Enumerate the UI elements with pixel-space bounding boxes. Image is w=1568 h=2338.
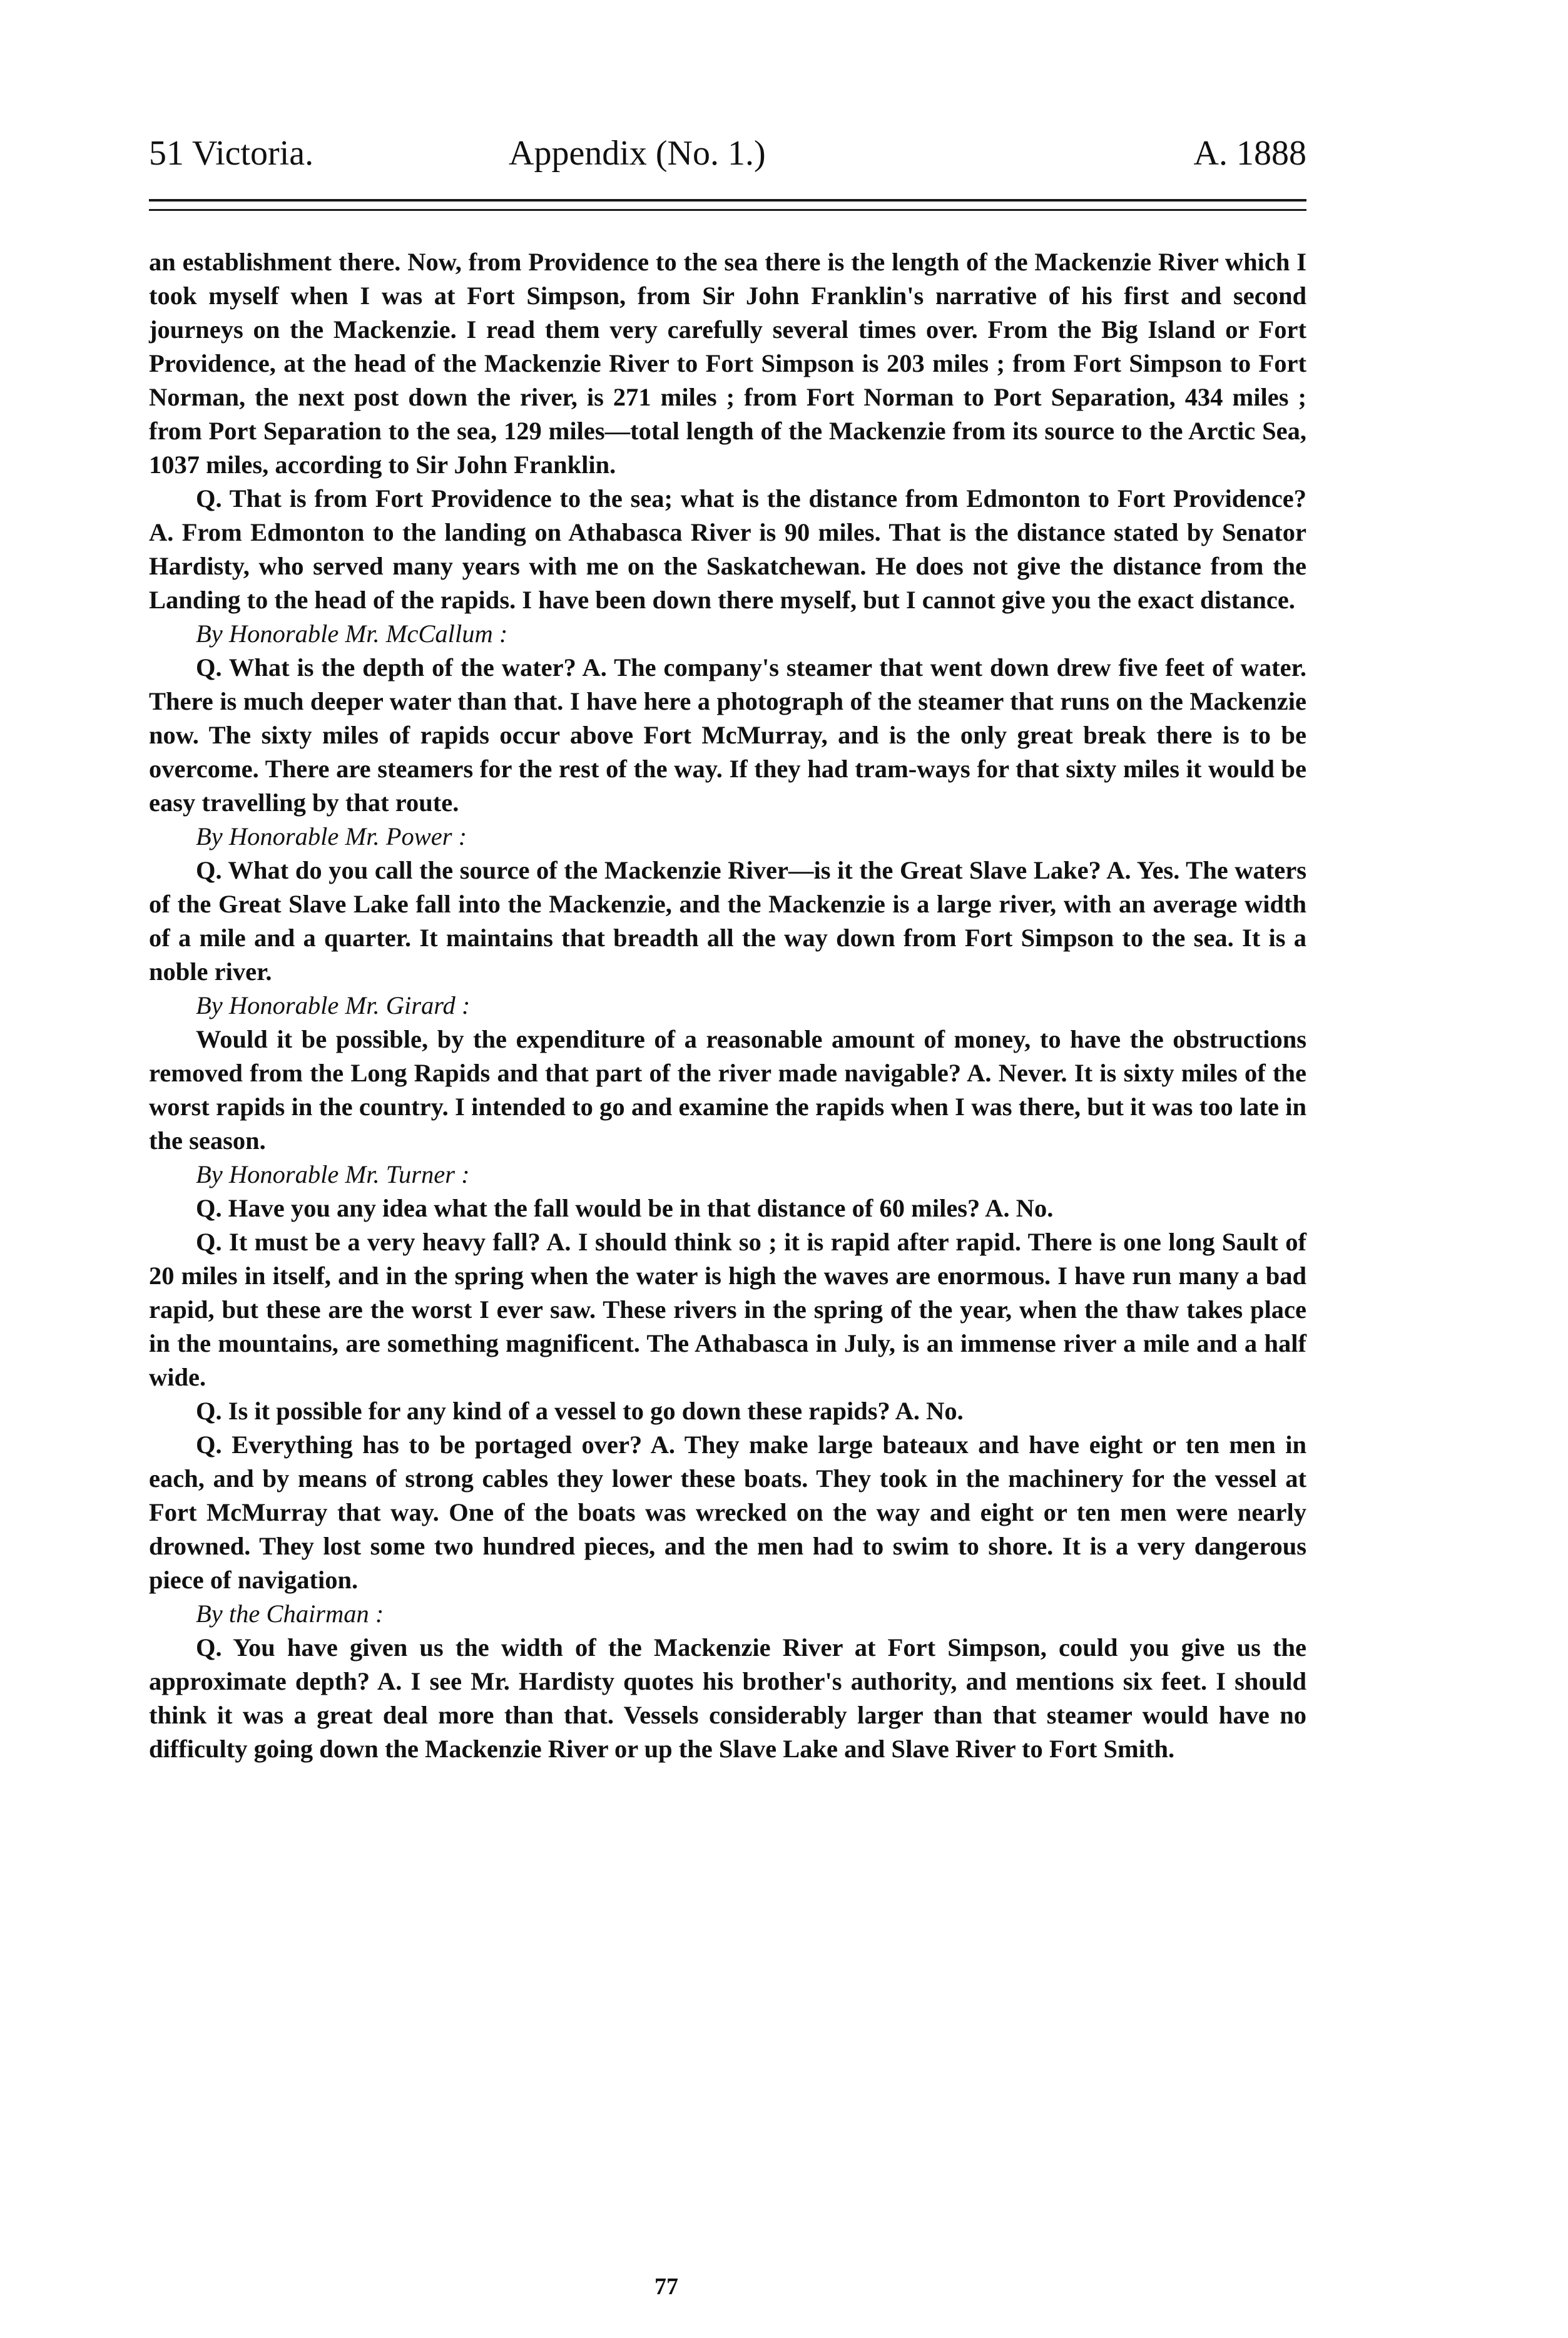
section-heading: By Honorable Mr. Turner : (196, 1160, 470, 1188)
section-heading: By Honorable Mr. Girard : (196, 991, 471, 1019)
header-rule-thick (149, 199, 1306, 202)
header-appendix: Appendix (No. 1.) (509, 134, 766, 173)
paragraph: Q. What do you call the source of the Mackenzie River—is it the Great Slave Lake? A. Yes. The waters of the Great Slave Lake fall into the Mackenzie, and the Mackenzie is a large river, with an average width of a mile and a quarter. It maintains that breadth all the way down from Fort Simpson to the sea. It is a noble river. (149, 856, 1306, 986)
paragraph: Q. What is the depth of the water? A. The company's steamer that went down drew five feet of water. There is much deeper water than that. I have here a photograph of the steamer that runs on the Mackenzie now. The sixty miles of rapids occur above Fort McMurray, and is the only great break there is to be overcome. There are steamers for the rest of the way. If they had tram-ways for that sixty miles it would be easy travelling by that route. (149, 653, 1306, 817)
body-text (149, 245, 1306, 1766)
paragraph: Would it be possible, by the expenditure of a reasonable amount of money, to have the obstructions removed from the Long Rapids and that part of the river made navigable? A. Never. It is sixty miles of the worst rapids in the country. I intended to go and examine the rapids when I was there, but it was too late in the season. (149, 1025, 1306, 1155)
paragraph: Q. It must be a very heavy fall? A. I should think so ; it is rapid after rapid. There is one long Sault of 20 miles in itself, and in the spring when the water is high the waves are enormous. I have run many a bad rapid, but these are the worst I ever saw. These rivers in the spring of the year, when the thaw takes place in the mountains, are something magnificent. The Athabasca in July, is an immense river a mile and a half wide. (149, 1228, 1306, 1391)
paragraph: Q. Have you any idea what the fall would be in that distance of 60 miles? A. No. (196, 1194, 1054, 1222)
section-heading: By Honorable Mr. Power : (196, 822, 467, 850)
paragraph: an establishment there. Now, from Providence to the sea there is the length of the Mackenzie River which I took myself when I was at Fort Simpson, from Sir John Franklin's narrative of his first and second journeys on the Mackenzie. I read them very carefully several times over. From the Big Island or Fort Providence, at the head of the Mackenzie River to Fort Simpson is 203 miles ; from Fort Simpson to Fort Norman, the next post down the river, is 271 miles ; from Fort Norman to Port Separation, 434 miles ; from Port Separation to the sea, 129 miles—total length of the Mackenzie from its source to the Arctic Sea, 1037 miles, according to Sir John Franklin. (149, 248, 1306, 479)
running-header (149, 125, 1306, 181)
section-heading: By the Chairman : (196, 1600, 384, 1628)
header-year: A. 1888 (1193, 134, 1306, 173)
paragraph: Q. You have given us the width of the Mackenzie River at Fort Simpson, could you give us the approximate depth? A. I see Mr. Hardisty quotes his brother's authority, and mentions six feet. I should think it was a great deal more than that. Vessels considerably larger than that steamer would have no difficulty going down the Mackenzie River or up the Slave Lake and Slave River to Fort Smith. (149, 1633, 1306, 1763)
page-number: 77 (654, 2274, 678, 2300)
paragraph: Q. That is from Fort Providence to the sea; what is the distance from Edmonton to Fort Providence? A. From Edmonton to the landing on Athabasca River is 90 miles. That is the distance stated by Senator Hardisty, who served many years with me on the Saskatchewan. He does not give the distance from the Landing to the head of the rapids. I have been down there myself, but I cannot give you the exact distance. (149, 484, 1306, 614)
paragraph: Q. Everything has to be portaged over? A. They make large bateaux and have eight or ten men in each, and by means of strong cables they lower these boats. They took in the machinery for the vessel at Fort McMurray that way. One of the boats was wrecked on the way and eight or ten men were nearly drowned. They lost some two hundred pieces, and the men had to swim to shore. It is a very dangerous piece of navigation. (149, 1431, 1306, 1594)
header-rule-thin (149, 209, 1306, 211)
paragraph: Q. Is it possible for any kind of a vessel to go down these rapids? A. No. (196, 1397, 964, 1425)
section-heading: By Honorable Mr. McCallum : (196, 620, 508, 648)
header-session: 51 Victoria. (149, 134, 314, 173)
